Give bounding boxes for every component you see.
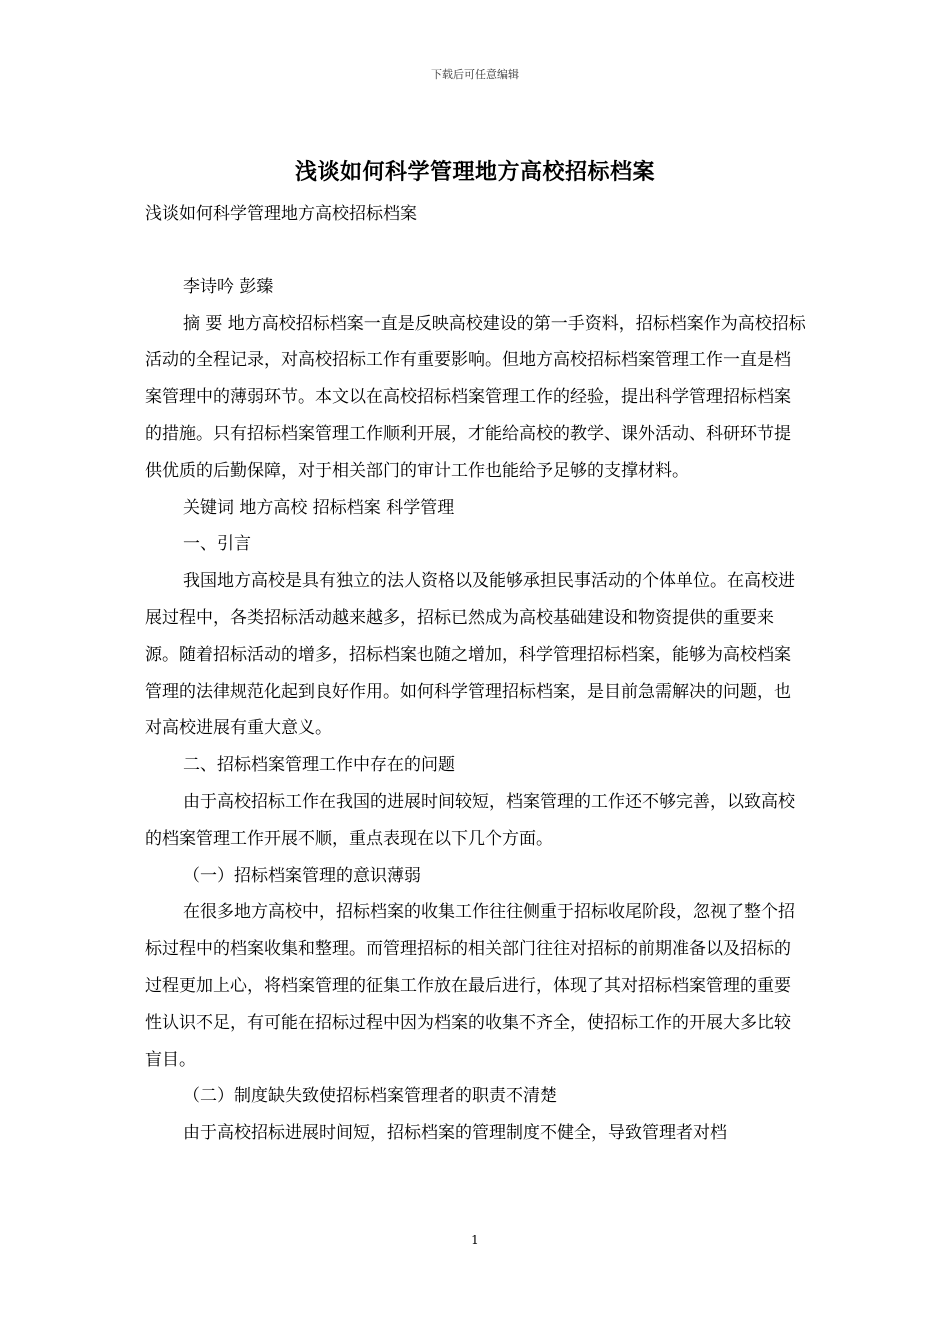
system-paragraph: 由于高校招标进展时间短，招标档案的管理制度不健全，导致管理者对档 — [183, 1123, 727, 1144]
section-heading-problems: 二、招标档案管理工作中存在的问题 — [183, 755, 455, 776]
document-body — [145, 196, 807, 1152]
abstract-paragraph: 摘 要 地方高校招标档案一直是反映高校建设的第一手资料，招标档案作为高校招标活动的全程记录，对高校招标工作有重要影响。但地方高校招标档案管理工作一直是档案管理中的薄弱环节。本文以在高校招标档案管理工作的经验，提出科学管理招标档案的措施。只有招标档案管理工作顺利开展，才能给高校的教学、课外活动、科研环节提供优质的后勤保障，对于相关部门的审计工作也能给予足够的支撑材料。 — [145, 313, 806, 481]
subsection-heading-awareness: （一）招标档案管理的意识薄弱 — [183, 865, 421, 886]
subsection-heading-system: （二）制度缺失致使招标档案管理者的职责不清楚 — [183, 1086, 557, 1107]
document-subtitle: 浅谈如何科学管理地方高校招标档案 — [145, 204, 417, 224]
page-number: 1 — [471, 1233, 479, 1247]
awareness-paragraph: 在很多地方高校中，招标档案的收集工作往往侧重于招标收尾阶段，忽视了整个招标过程中的档案收集和整理。而管理招标的相关部门往往对招标的前期准备以及招标的过程更加上心，将档案管理的征集工作放在最后进行，体现了其对招标档案管理的重要性认识不足，有可能在招标过程中因为档案的收集不齐全，使招标工作的开展大多比较盲目。 — [145, 902, 795, 1070]
page-header: 下载后可任意编辑 — [431, 68, 519, 81]
section-heading-introduction: 一、引言 — [183, 534, 251, 555]
keywords: 关键词 地方高校 招标档案 科学管理 — [183, 497, 455, 518]
problems-paragraph: 由于高校招标工作在我国的进展时间较短，档案管理的工作还不够完善，以致高校的档案管理工作开展不顺，重点表现在以下几个方面。 — [145, 791, 795, 849]
authors: 李诗吟 彭臻 — [183, 276, 274, 297]
introduction-paragraph: 我国地方高校是具有独立的法人资格以及能够承担民事活动的个体单位。在高校进展过程中，各类招标活动越来越多，招标已然成为高校基础建设和物资提供的重要来源。随着招标活动的增多，招标档案也随之增加，科学管理招标档案，能够为高校档案管理的法律规范化起到良好作用。如何科学管理招标档案，是目前急需解决的问题，也对高校进展有重大意义。 — [145, 571, 795, 739]
document-title: 浅谈如何科学管理地方高校招标档案 — [294, 159, 655, 185]
